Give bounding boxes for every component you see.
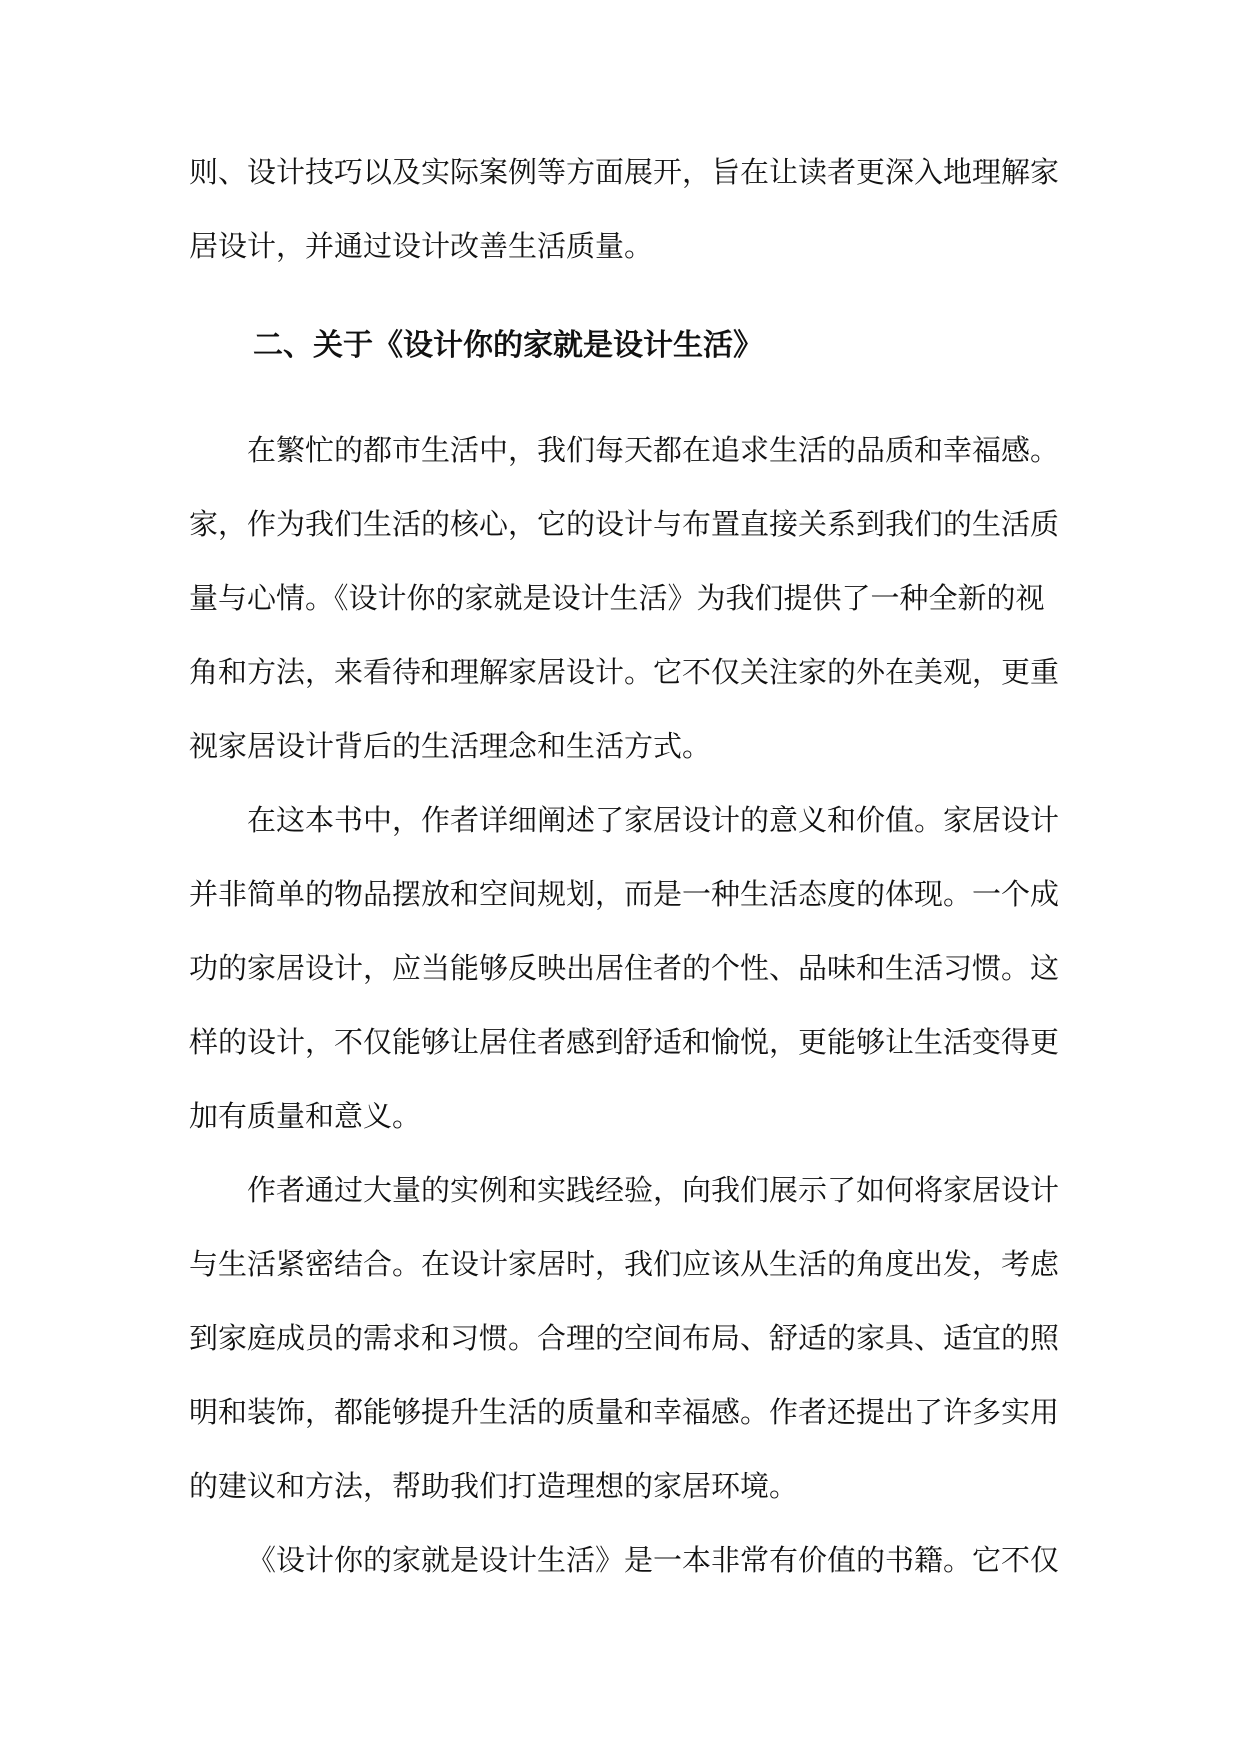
paragraph-3-line: 作者通过大量的实例和实践经验，向我们展示了如何将家居设计: [247, 1173, 1060, 1207]
section-heading: 二、关于《设计你的家就是设计生活》: [253, 328, 763, 363]
paragraph-3-line: 的建议和方法，帮助我们打造理想的家居环境。: [189, 1469, 799, 1503]
paragraph-1-line: 量与心情。《设计你的家就是设计生活》为我们提供了一种全新的视: [189, 581, 1045, 615]
intro-line: 居设计，并通过设计改善生活质量。: [189, 229, 654, 263]
paragraph-2-line: 在这本书中，作者详细阐述了家居设计的意义和价值。家居设计: [247, 803, 1060, 837]
intro-line: 则、设计技巧以及实际案例等方面展开，旨在让读者更深入地理解家: [189, 155, 1060, 189]
paragraph-1-line: 角和方法，来看待和理解家居设计。它不仅关注家的外在美观，更重: [189, 655, 1060, 689]
paragraph-3-line: 到家庭成员的需求和习惯。合理的空间布局、舒适的家具、适宜的照: [189, 1321, 1060, 1355]
paragraph-3-line: 明和装饰，都能够提升生活的质量和幸福感。作者还提出了许多实用: [189, 1395, 1060, 1429]
paragraph-2-line: 功的家居设计，应当能够反映出居住者的个性、品味和生活习惯。这: [189, 951, 1060, 985]
paragraph-1-line: 视家居设计背后的生活理念和生活方式。: [189, 729, 712, 763]
paragraph-4-line: 《设计你的家就是设计生活》是一本非常有价值的书籍。它不仅: [247, 1543, 1060, 1577]
paragraph-2-line: 并非简单的物品摆放和空间规划，而是一种生活态度的体现。一个成: [189, 877, 1060, 911]
paragraph-3-line: 与生活紧密结合。在设计家居时，我们应该从生活的角度出发，考虑: [189, 1247, 1060, 1281]
paragraph-2-line: 加有质量和意义。: [189, 1099, 422, 1133]
paragraph-1-line: 家，作为我们生活的核心，它的设计与布置直接关系到我们的生活质: [189, 507, 1060, 541]
paragraph-2-line: 样的设计，不仅能够让居住者感到舒适和愉悦，更能够让生活变得更: [189, 1025, 1060, 1059]
paragraph-1-line: 在繁忙的都市生活中，我们每天都在追求生活的品质和幸福感。: [247, 433, 1060, 467]
page-content: [189, 140, 1060, 1602]
